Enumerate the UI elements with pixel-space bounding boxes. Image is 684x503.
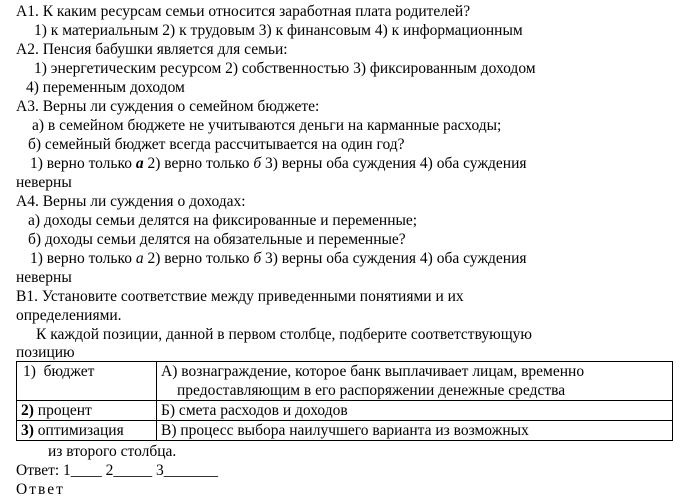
term-cell — [17, 421, 157, 441]
question-a2: А2. Пенсия бабушки является для семьи: — [16, 41, 288, 58]
answer-footer: Ответ — [16, 481, 65, 498]
definition-cell — [157, 362, 673, 401]
term-number: 3) — [21, 422, 34, 439]
question-a2-options-2: 4) переменным доходом — [26, 79, 185, 96]
option-text: 2) верно только — [143, 155, 254, 172]
table-row — [17, 421, 673, 441]
question-b1-line-4: позицию — [16, 344, 75, 361]
question-a3-statement-a: а) в семейном бюджете не учитываются деньги на карманные расходы; — [32, 117, 502, 134]
definition-text: Б) смета расходов и доходов — [161, 402, 348, 419]
term-cell — [17, 362, 157, 401]
term-number: 2) — [21, 402, 34, 419]
question-a3-options — [30, 154, 527, 173]
term-number: 1) — [23, 363, 36, 380]
answer-line: Ответ: 1____ 2_____ 3_______ — [16, 462, 219, 479]
definition-text: В) процесс выбора наилучшего варианта из возможных — [161, 422, 529, 439]
question-a3-statement-b: б) семейный бюджет всегда рассчитывается на один год? — [28, 136, 405, 153]
table-row — [17, 362, 673, 401]
option-letter-a: а — [135, 250, 144, 267]
question-b1-line-1: В1. Установите соответствие между приведенными понятиями и их — [16, 288, 464, 305]
option-text: 2) верно только — [143, 250, 254, 267]
question-a3: А3. Верны ли суждения о семейном бюджете: — [16, 98, 320, 115]
definition-text-continued: предоставляющим в его распоряжении денежные средства — [177, 382, 566, 399]
question-a4-statement-a: а) доходы семьи делятся на фиксированные и переменные; — [28, 212, 418, 229]
definition-cell — [157, 401, 673, 421]
question-b1-line-2: определениями. — [16, 307, 122, 324]
option-text: 3) верны оба суждения 4) оба суждения — [261, 155, 527, 172]
definition-cell — [157, 421, 673, 441]
term-label: бюджет — [35, 363, 95, 380]
term-label: процент — [33, 402, 92, 419]
question-b1-line-3: К каждой позиции, данной в первом столбце, подберите соответствующую — [36, 326, 532, 343]
option-letter-b: б — [253, 250, 262, 267]
question-a4-options — [30, 249, 527, 268]
option-text: 1) верно только — [30, 250, 136, 267]
term-cell — [17, 401, 157, 421]
question-a3-options-tail: неверны — [16, 174, 72, 191]
option-text: 1) верно только — [30, 155, 136, 172]
option-text: 3) верны оба суждения 4) оба суждения — [261, 250, 527, 267]
term-label: оптимизация — [33, 422, 124, 439]
table-row — [17, 401, 673, 421]
question-a1-options: 1) к материальным 2) к трудовым 3) к финансовым 4) к информационным — [34, 22, 523, 39]
definition-text: А) вознаграждение, которое банк выплачивает лицам, временно — [161, 363, 585, 380]
question-a4-statement-b: б) доходы семьи делятся на обязательные и переменные? — [28, 231, 406, 248]
question-a4: А4. Верны ли суждения о доходах: — [16, 193, 246, 210]
question-a2-options-1: 1) энергетическим ресурсом 2) собственностью 3) фиксированным доходом — [34, 60, 536, 77]
option-letter-b: б — [253, 155, 262, 172]
question-a1: А1. К каким ресурсам семьи относится заработная плата родителей? — [16, 3, 471, 20]
option-letter-a: а — [135, 155, 144, 172]
matching-table — [16, 361, 673, 441]
question-a4-options-tail: неверны — [16, 269, 72, 286]
question-b1-tail: из второго столбца. — [48, 443, 177, 460]
